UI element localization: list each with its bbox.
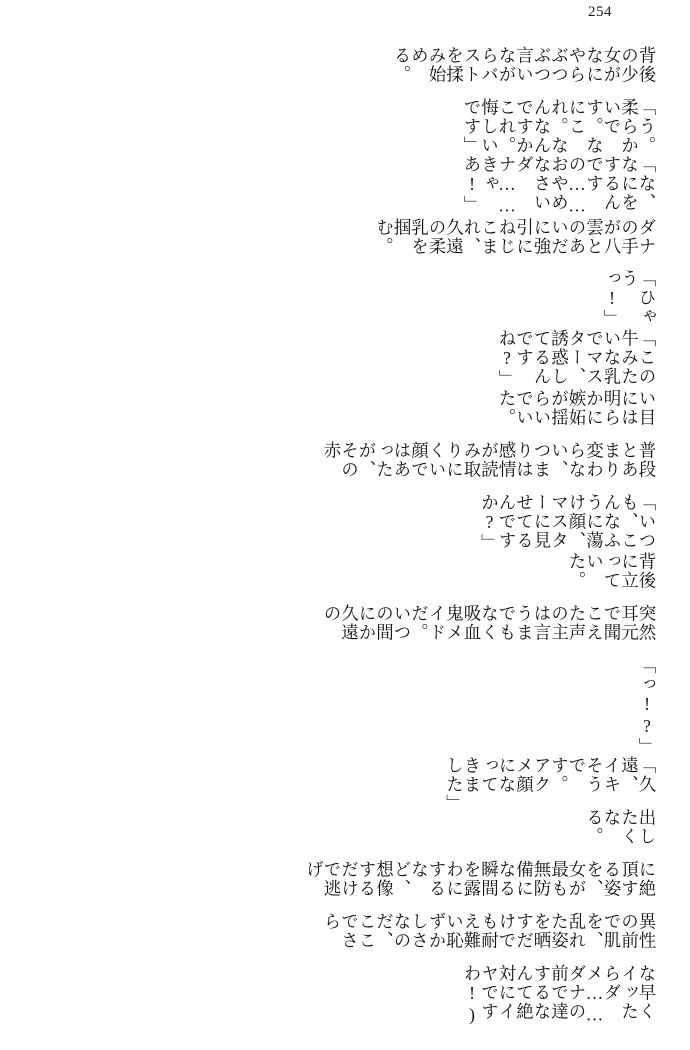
- text-line: 出したくなる。: [584, 808, 657, 847]
- text-line: 「な、なにをするんですの……おやめなさいダナ……きゃあ!」: [462, 155, 657, 218]
- text-line: 「う。柔らかいです。なにこれ。なんなんですかこれ。悔しいです」: [462, 97, 657, 156]
- text-line: い目には明らかに嫉妬が揺らいでいた。: [497, 388, 657, 428]
- text-line: 「久遠、イキそうです。アクメ顔になってきました」: [444, 756, 657, 814]
- text-line: に絶頂する姿を、女が最も無防備になる瞬間を露わにするなど、想像するだけで逃げ: [304, 860, 657, 899]
- vertical-body-text: [26, 46, 664, 1026]
- text-line: 背後に立っていた。: [567, 552, 657, 591]
- text-line: 背後の少女がなにやらぶつぶつ言いながらバストを揉み始める。: [392, 46, 657, 85]
- text-line: 「いつも、こんなふうに蕩け顔、マスターに見せてるんですか?」: [479, 492, 657, 553]
- text-line: 普段とあまり変わらない、つまりは感情が読み取りにくい顔ではあったが、その赤: [322, 440, 657, 479]
- text-line: な早くイッたらダメ……ダナの前で達するなんて絶対にイヤですわ!): [462, 963, 657, 1027]
- text-line: 「ひゃうっ!」: [602, 269, 657, 330]
- text-line: 突然耳元で聞こえた声の主は言うまでもなく吸血鬼メイドだ。いつの間にか久遠の: [322, 604, 657, 643]
- page-number: 254: [588, 4, 612, 20]
- text-line: 「っ!?」: [637, 655, 657, 757]
- text-line: 異性の前で肌を、乱れた姿を晒すだけでも耐え難い恥ずかしさなのだ、ここでさら: [322, 911, 657, 951]
- text-line: 「この牛みたいな乳でマスター、誘惑してるんですね?」: [497, 329, 657, 389]
- text-line: ダナの手が八雲とのあいだに強引にねじこまれ、久遠の柔乳を掴む。: [374, 217, 657, 256]
